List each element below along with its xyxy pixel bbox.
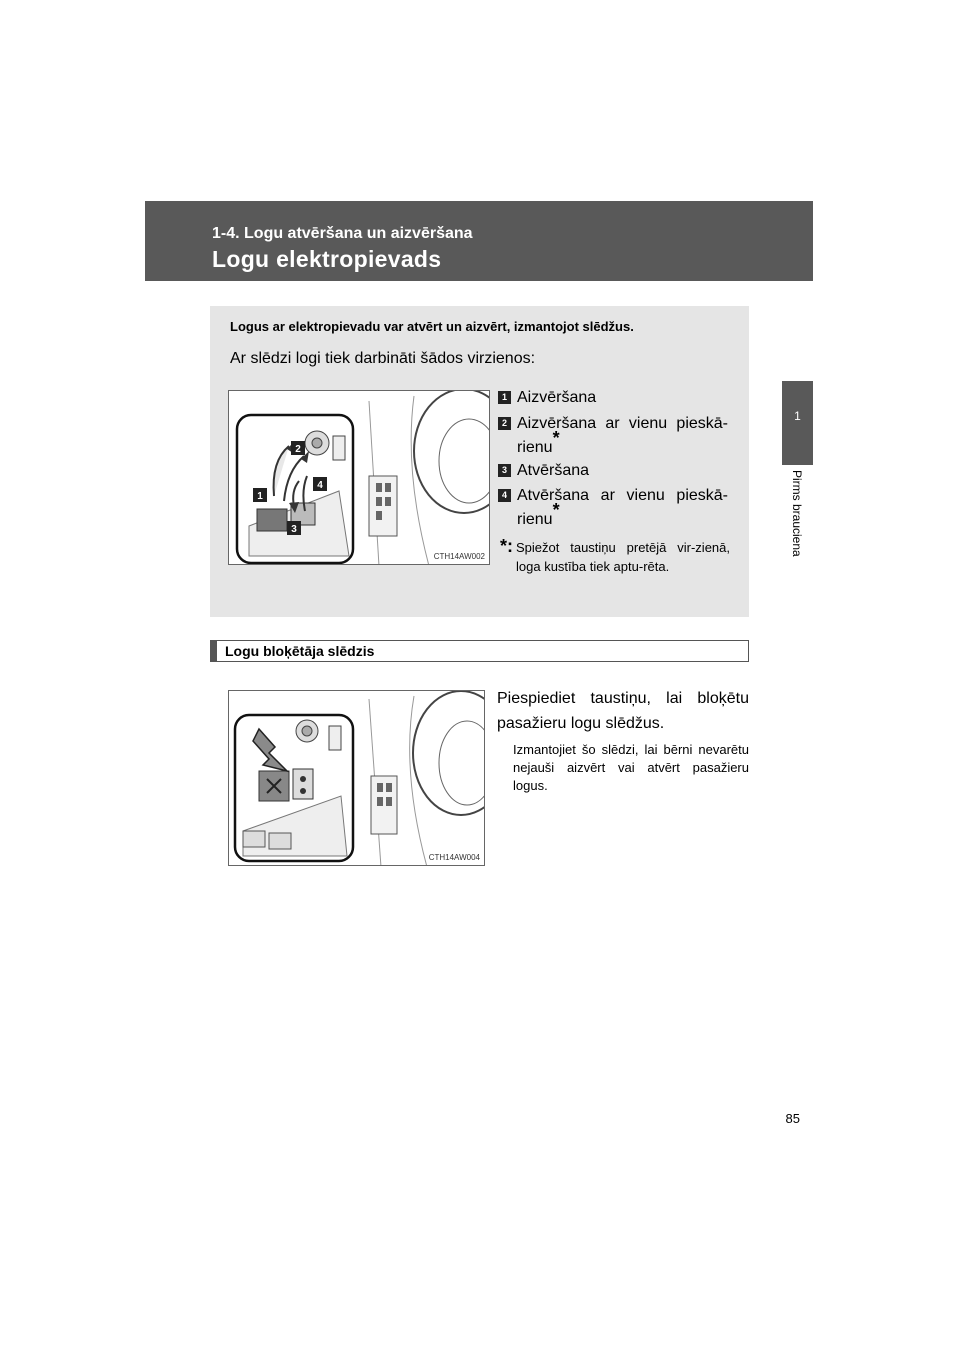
page-number: 85	[785, 1111, 800, 1126]
image-code: CTH14AW004	[428, 853, 480, 862]
panel-intro: Logus ar elektropievadu var atvērt un aizvērt, izmantojot slēdžus.	[230, 319, 634, 334]
item-text: Atvēršana	[517, 462, 590, 479]
footnote-text: Spiežot taustiņu pretējā vir-zienā, loga kustība tiek aptu-rēta.	[516, 540, 730, 574]
lock-switch-drawing	[229, 691, 485, 866]
page-title: Logu elektropievads	[212, 246, 442, 272]
item-text-with-asterisk	[517, 412, 728, 460]
item-text: Aizvēršana ar vienu pieskā-rienu	[517, 415, 728, 456]
chapter-tab-label-text: Pirms brauciena	[790, 470, 804, 557]
lock-switch-illustration	[228, 690, 485, 866]
chapter-tab	[782, 381, 813, 465]
window-switch-drawing	[229, 391, 490, 565]
chapter-tab-number: 1	[794, 409, 801, 423]
item-text-with-asterisk	[517, 484, 728, 532]
svg-text:2: 2	[295, 444, 301, 455]
asterisk-mark: *	[552, 499, 560, 520]
chapter-tab-label	[780, 470, 814, 580]
image-code: CTH14AW002	[433, 552, 485, 561]
section-heading-bar	[211, 641, 217, 661]
item-badge: 1	[498, 391, 511, 404]
svg-text:4: 4	[317, 480, 323, 491]
svg-text:1: 1	[257, 491, 263, 502]
section-note: Izmantojiet šo slēdzi, lai bērni nevarētu nejauši aizvērt vai atvērt pasažieru logus.	[513, 742, 749, 793]
asterisk-mark: *	[552, 427, 560, 448]
item-text: Aizvēršana	[517, 389, 597, 406]
svg-text:3: 3	[291, 524, 297, 535]
window-switch-illustration	[228, 390, 490, 565]
info-panel	[210, 306, 749, 617]
section-body: Piespiediet taustiņu, lai bloķētu pasažieru logu slēdžus.	[497, 690, 749, 732]
item-text: Atvēršana ar vienu pieskā-rienu	[517, 487, 728, 528]
item-badge: 4	[498, 489, 511, 502]
item-badge: 3	[498, 464, 511, 477]
chapter-header	[145, 201, 813, 281]
section-heading-text: Logu bloķētāja slēdzis	[225, 643, 375, 659]
footnote-mark: *:	[500, 536, 513, 556]
item-badge: 2	[498, 417, 511, 430]
panel-lead: Ar slēdzi logi tiek darbināti šādos virzienos:	[230, 350, 536, 367]
section-subtitle: 1-4. Logu atvēršana un aizvēršana	[212, 225, 473, 242]
section-heading	[210, 640, 749, 662]
